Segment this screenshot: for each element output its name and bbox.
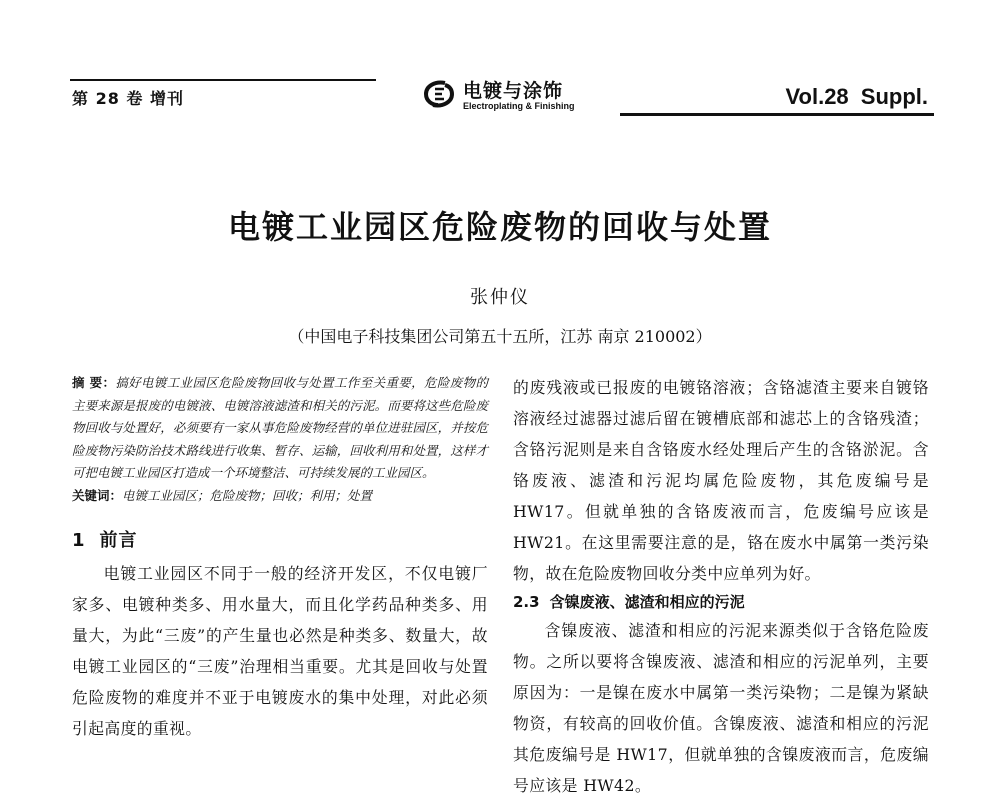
keywords-text: 电镀工业园区；危险废物；回收；利用；处置 — [122, 487, 373, 503]
keywords-label: 关键词： — [72, 487, 123, 503]
chromium-waste-paragraph: 的废残液或已报废的电镀铬溶液；含铬滤渣主要来自镀铬溶液经过滤器过滤后留在镀槽底部和滤芯上的含铬残渣；含铬污泥则是来自含铬废水经处理后产生的含铬淤泥。含铬废液、滤渣和污泥均属危险废物，其危废编号是 HW17。但就单独的含铬废液而言，危废编号应该是 HW21。在这里需要注意的是，铬在废水中属第一类污染物，故在危险废物回收分类中应单列为好。 — [513, 378, 929, 583]
nickel-waste-paragraph: 含镍废液、滤渣和相应的污泥来源类似于含铬危险废物。之所以要将含镍废液、滤渣和相应的污泥单列，主要原因为：一是镍在废水中属第一类污染物；二是镍为紧缺物资，有较高的回收价值。含镍废液、滤渣和相应的污泥其危废编号是 HW17，但就单独的含镍废液而言，危废编号应该是 HW42。 — [513, 621, 929, 795]
right-column — [513, 372, 929, 801]
journal-logo-english: Electroplating & Finishing — [463, 101, 575, 111]
journal-logo-chinese: 电镀与涂饰 — [463, 80, 564, 102]
subsection-heading-nickel — [513, 589, 929, 615]
abstract-label: 摘 要： — [72, 375, 116, 390]
journal-volume-english: Vol.28 Suppl. — [785, 84, 928, 109]
keywords — [72, 485, 488, 508]
article-title: 电镀工业园区危险废物的回收与处置 — [227, 208, 772, 246]
section-number: 1 — [72, 529, 86, 551]
section-heading-intro — [72, 526, 488, 552]
article-author: 张仲仪 — [470, 287, 530, 308]
header-rule-left — [70, 79, 376, 81]
header-rule-right — [620, 113, 934, 116]
subsection-title: 含镍废液、滤渣和相应的污泥 — [549, 593, 745, 611]
abstract-text: 搞好电镀工业园区危险废物回收与处置工作至关重要，危险废物的主要来源是报废的电镀液、电镀溶液滤渣和相关的污泥。而要将这些危险废物回收与处置好，必须要有一家从事危险废物经营的单位进驻园区，并按危险废物污染防治技术路线进行收集、暂存、运输，回收利用和处置，这样才可把电镀工业园区打造成一个环境整洁、可持续发展的工业园区。 — [72, 375, 488, 481]
subsection-number: 2.3 — [513, 593, 540, 611]
journal-volume: 第 28 卷 增刊 — [72, 89, 184, 108]
journal-logo-icon — [423, 80, 455, 108]
left-column — [72, 372, 488, 744]
intro-paragraph: 电镀工业园区不同于一般的经济开发区，不仅电镀厂家多、电镀种类多、用水量大，而且化学药品种类多、用量大，为此“三废”的产生量也必然是种类多、数量大，故电镀工业园区的“三废”治理相当重要。尤其是回收与处置危险废物的难度并不亚于电镀废水的集中处理，对此必须引起高度的重视。 — [72, 563, 488, 738]
journal-logo — [423, 76, 603, 116]
abstract — [72, 372, 488, 485]
author-affiliation: （中国电子科技集团公司第五十五所，江苏 南京 210002） — [288, 327, 712, 346]
section-title: 前言 — [99, 529, 138, 551]
